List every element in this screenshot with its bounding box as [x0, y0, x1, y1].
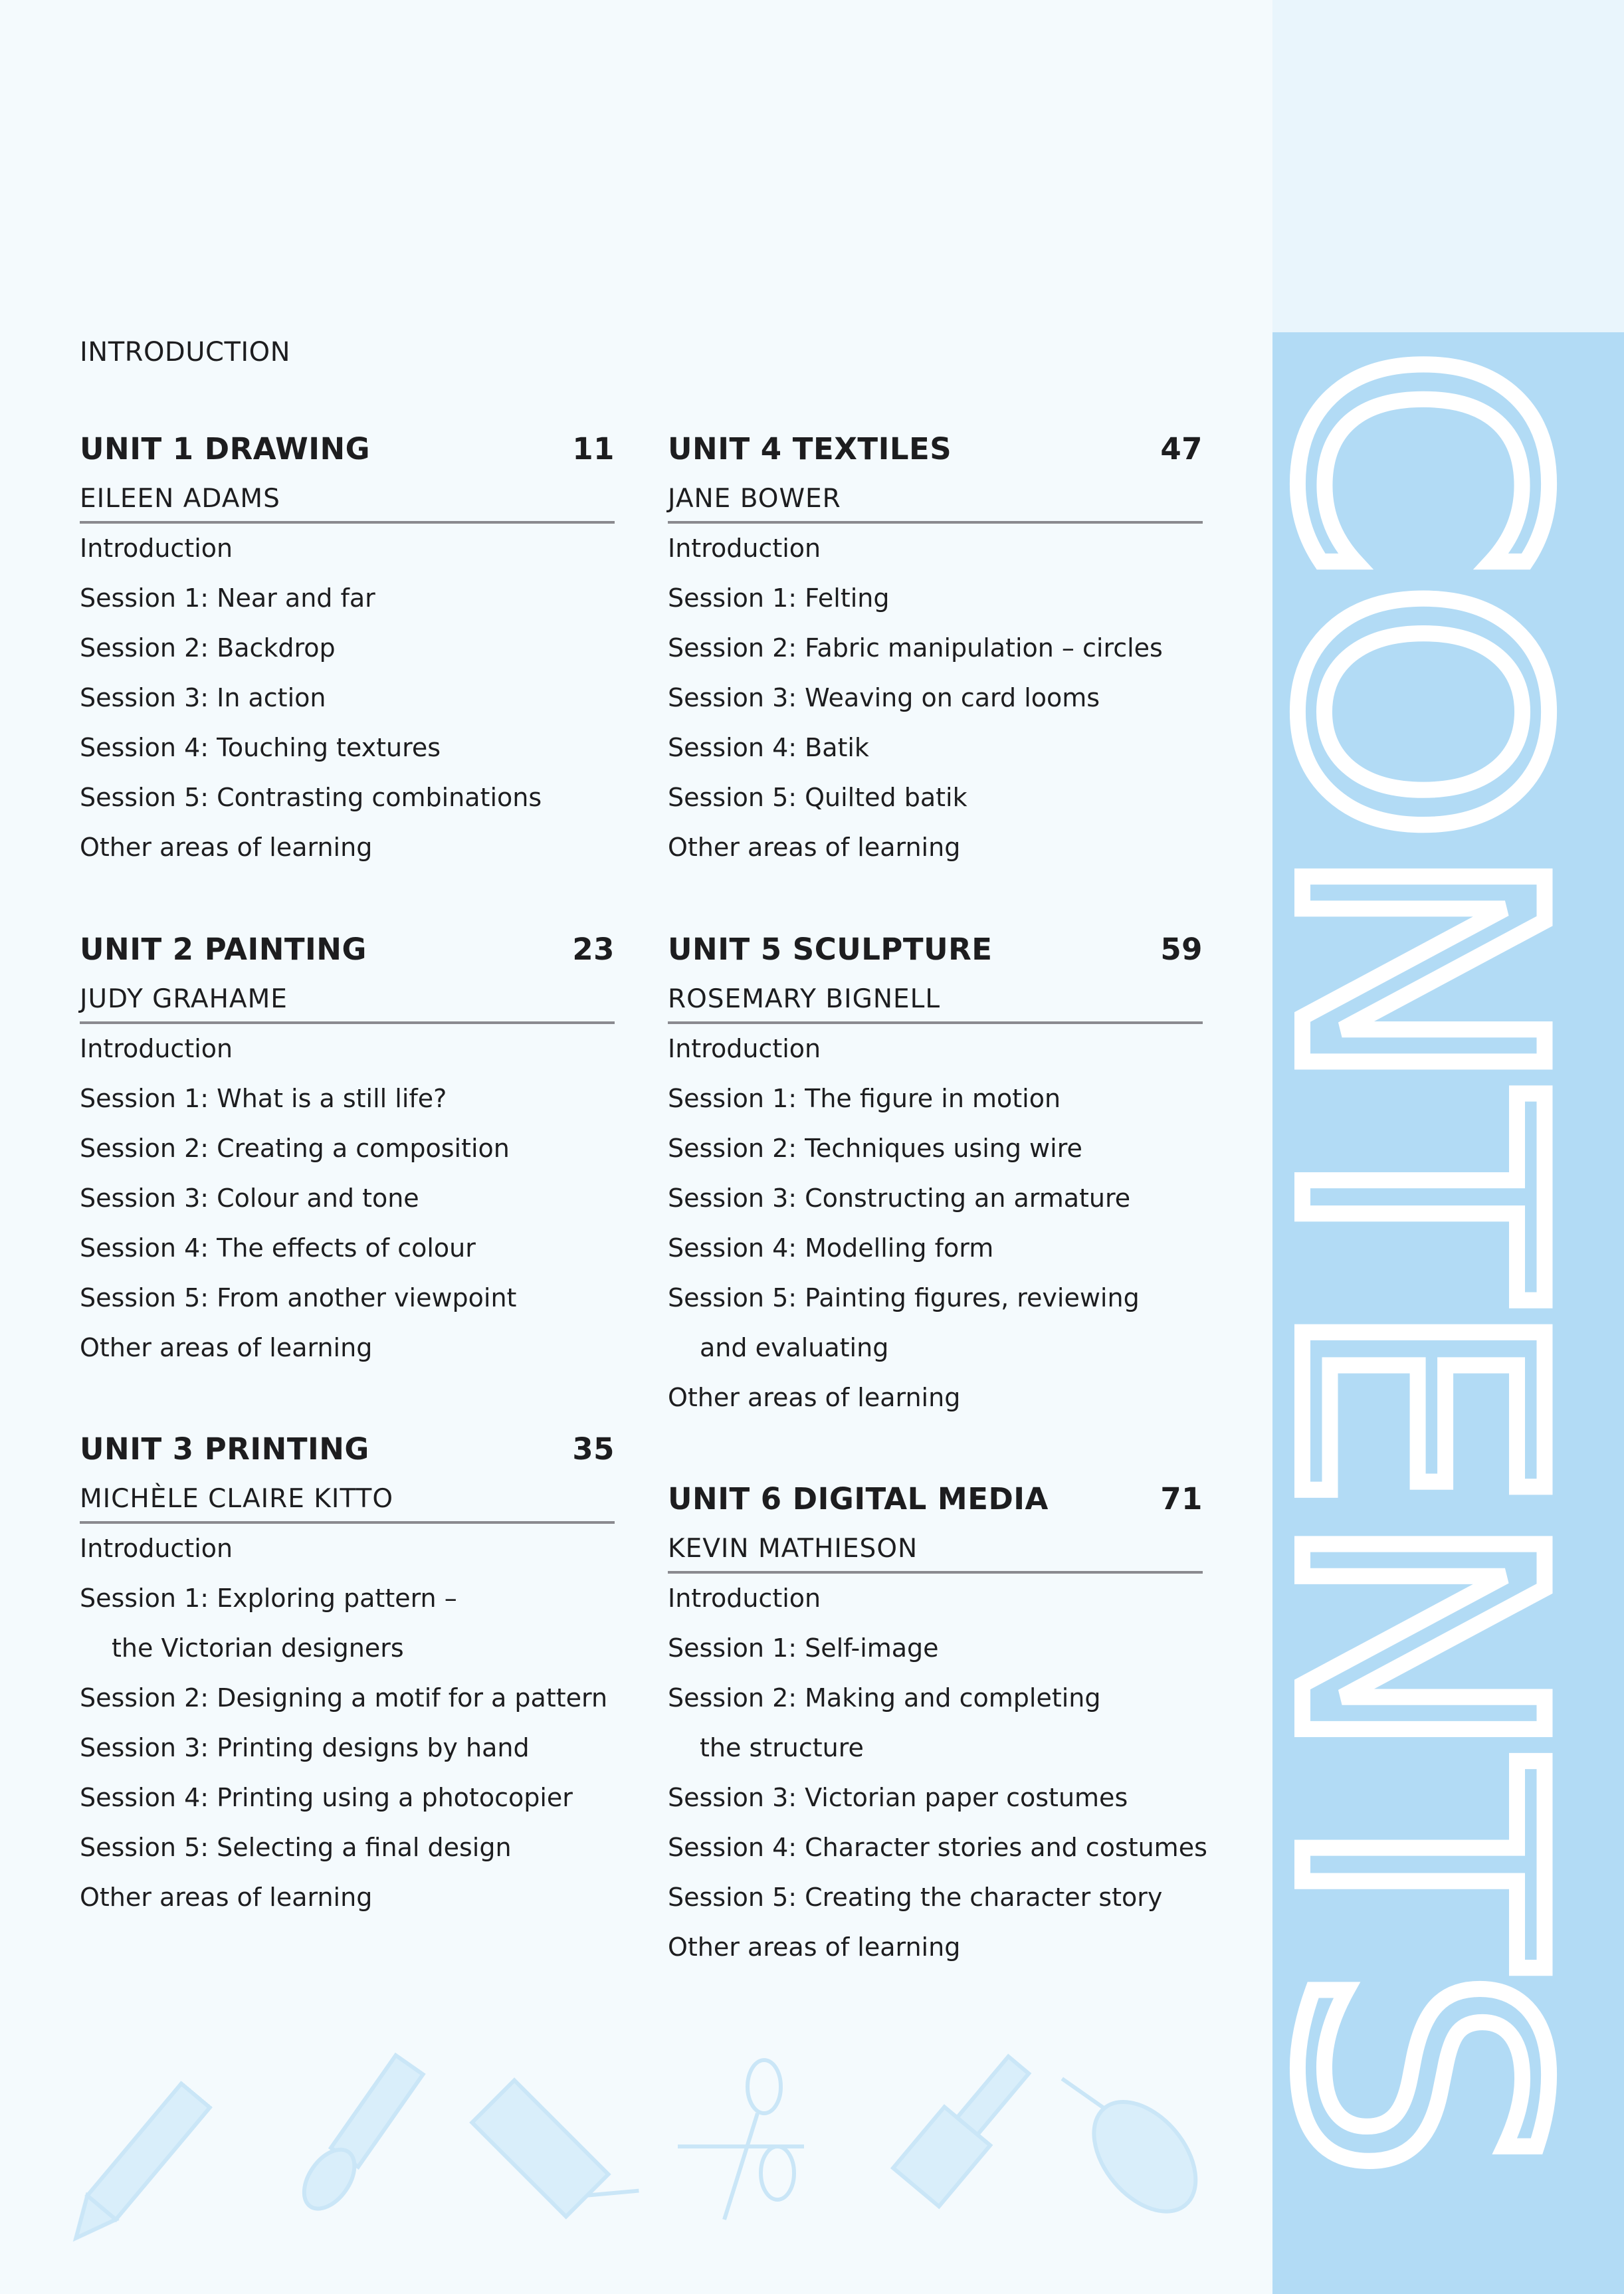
toc-item[interactable]: Session 3: Victorian paper costumes — [668, 1783, 1128, 1812]
unit-heading[interactable] — [668, 1474, 1203, 1524]
toc-item[interactable]: Other areas of learning — [668, 1932, 961, 1962]
unit-section — [668, 1474, 1207, 1972]
toc-item[interactable]: Introduction — [80, 1534, 233, 1563]
toc-item[interactable]: Session 4: Character stories and costumes — [668, 1833, 1207, 1862]
toc-item[interactable]: Introduction — [668, 1584, 821, 1613]
unit-heading[interactable] — [80, 924, 615, 974]
unit-section — [80, 424, 615, 873]
unit-page-number: 47 — [1160, 431, 1203, 467]
toc-item[interactable]: Session 2: Designing a motif for a pattern — [80, 1683, 608, 1713]
toc-item[interactable]: Introduction — [80, 534, 233, 563]
toc-item[interactable]: Other areas of learning — [80, 833, 373, 862]
scissors-icon — [678, 2060, 804, 2220]
toc-item[interactable]: Other areas of learning — [80, 1883, 373, 1912]
unit-author: KEVIN MATHIESON — [668, 1524, 1203, 1574]
unit-section — [668, 424, 1203, 873]
unit-heading[interactable] — [80, 424, 615, 474]
toc-item[interactable]: and evaluating — [700, 1333, 889, 1362]
unit-section — [80, 1424, 615, 1923]
unit-title: UNIT 6 DIGITAL MEDIA — [668, 1481, 1049, 1516]
toc-item[interactable]: Session 3: Constructing an armature — [668, 1184, 1131, 1213]
toc-item[interactable]: Introduction — [80, 1034, 233, 1063]
toc-item[interactable]: Other areas of learning — [80, 1333, 373, 1362]
unit-heading[interactable] — [80, 1424, 615, 1474]
toc-item[interactable]: Session 3: Colour and tone — [80, 1184, 419, 1213]
toc-item[interactable]: Introduction — [668, 534, 821, 563]
unit-heading[interactable] — [668, 424, 1203, 474]
unit-section — [668, 924, 1203, 1423]
unit-title: UNIT 2 PAINTING — [80, 932, 367, 967]
paint-roller-icon — [472, 2073, 639, 2240]
unit-page-number: 59 — [1160, 932, 1203, 967]
unit-page-number: 71 — [1160, 1481, 1203, 1516]
toc-item[interactable]: Session 1: Near and far — [80, 583, 375, 613]
unit-section — [80, 924, 615, 1373]
toc-item[interactable]: Introduction — [668, 1034, 821, 1063]
glue-stick-icon — [893, 2046, 1041, 2207]
toc-item[interactable]: Session 2: Techniques using wire — [668, 1134, 1082, 1163]
toc-item[interactable]: Session 1: Exploring pattern – — [80, 1584, 457, 1613]
band-top — [1272, 0, 1624, 332]
computer-mouse-icon — [1042, 2045, 1216, 2231]
toc-item[interactable]: Session 4: Modelling form — [668, 1233, 994, 1263]
toc-item[interactable]: Session 3: In action — [80, 683, 326, 712]
toc-item[interactable]: Session 2: Backdrop — [80, 633, 336, 663]
unit-author: JUDY GRAHAME — [80, 974, 615, 1024]
toc-item[interactable]: Session 1: Self-image — [668, 1633, 939, 1663]
toc-item[interactable]: Session 5: Painting figures, reviewing — [668, 1283, 1140, 1312]
unit-author: JANE BOWER — [668, 474, 1203, 524]
footer-icons — [93, 2047, 1223, 2246]
unit-title: UNIT 5 SCULPTURE — [668, 932, 993, 967]
unit-title: UNIT 4 TEXTILES — [668, 431, 952, 467]
unit-page-number: 35 — [572, 1431, 615, 1467]
toc-item[interactable]: Session 3: Printing designs by hand — [80, 1733, 530, 1762]
unit-page-number: 11 — [572, 431, 615, 467]
toc-item[interactable]: Session 1: The figure in motion — [668, 1084, 1061, 1113]
toc-item[interactable]: Session 3: Weaving on card looms — [668, 683, 1100, 712]
unit-author: MICHÈLE CLAIRE KITTO — [80, 1474, 615, 1524]
toc-item[interactable]: Session 5: Quilted batik — [668, 783, 967, 812]
unit-page-number: 23 — [572, 932, 615, 967]
toc-item[interactable]: Session 5: Contrasting combinations — [80, 783, 542, 812]
toc-item[interactable]: Session 2: Making and completing — [668, 1683, 1101, 1713]
toc-item[interactable]: Session 5: Selecting a final design — [80, 1833, 512, 1862]
paintbrush-icon — [294, 2053, 425, 2218]
introduction-entry[interactable]: INTRODUCTION — [80, 337, 291, 367]
unit-title: UNIT 3 PRINTING — [80, 1431, 369, 1467]
toc-item[interactable]: Session 4: Batik — [668, 733, 869, 762]
unit-heading[interactable] — [668, 924, 1203, 974]
contents-title-graphic — [1224, 332, 1624, 2294]
toc-item[interactable]: Session 2: Fabric manipulation – circles — [668, 633, 1163, 663]
toc-item[interactable]: the Victorian designers — [112, 1633, 404, 1663]
toc-item[interactable]: Session 4: The effects of colour — [80, 1233, 476, 1263]
toc-item[interactable]: Other areas of learning — [668, 833, 961, 862]
toc-item[interactable]: Session 5: From another viewpoint — [80, 1283, 517, 1312]
toc-item[interactable]: Session 1: Felting — [668, 583, 890, 613]
toc-item[interactable]: the structure — [700, 1733, 864, 1762]
pencil-icon — [62, 2083, 210, 2249]
unit-title: UNIT 1 DRAWING — [80, 431, 371, 467]
unit-author: ROSEMARY BIGNELL — [668, 974, 1203, 1024]
toc-item[interactable]: Session 1: What is a still life? — [80, 1084, 447, 1113]
toc-item[interactable]: Session 4: Printing using a photocopier — [80, 1783, 573, 1812]
toc-item[interactable]: Session 5: Creating the character story — [668, 1883, 1163, 1912]
toc-item[interactable]: Session 4: Touching textures — [80, 733, 441, 762]
contents-title: CONTENTS — [1224, 346, 1611, 2163]
toc-item[interactable]: Other areas of learning — [668, 1383, 961, 1412]
unit-author: EILEEN ADAMS — [80, 474, 615, 524]
toc-item[interactable]: Session 2: Creating a composition — [80, 1134, 510, 1163]
contents-band — [1224, 332, 1624, 2294]
